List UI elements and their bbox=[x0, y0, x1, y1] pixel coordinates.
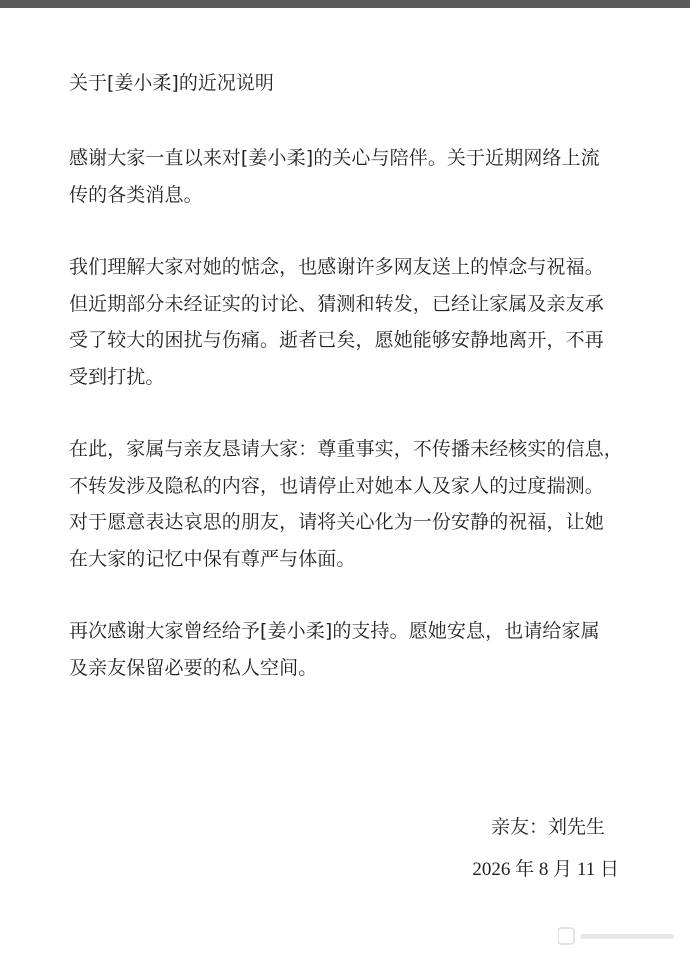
date-month-unit: 月 bbox=[553, 858, 573, 880]
statement-document bbox=[69, 66, 629, 722]
date-year: 2026 bbox=[472, 859, 511, 880]
date-year-unit: 年 bbox=[515, 858, 535, 880]
date-day: 11 bbox=[576, 859, 596, 880]
date-month: 8 bbox=[538, 859, 549, 880]
document-title: 关于[姜小柔]的近况说明 bbox=[69, 72, 274, 94]
paragraph-4: 再次感谢大家曾经给予[姜小柔]的支持。愿她安息，也请给家属 及亲友保留必要的私人空间。 bbox=[69, 620, 600, 679]
signature: 亲友：刘先生 bbox=[490, 816, 605, 838]
date-day-unit: 日 bbox=[599, 858, 619, 880]
top-bar bbox=[0, 0, 690, 8]
paragraph-1: 感谢大家一直以来对[姜小柔]的关心与陪伴。关于近期网络上流 传的各类消息。 bbox=[69, 147, 600, 206]
watermark-icon bbox=[558, 925, 678, 947]
paragraph-3: 在此，家属与亲友恳请大家：尊重事实，不传播未经核实的信息， 不转发涉及隐私的内容，也请停止对她本人及家人的过度揣测。 对于愿意表达哀思的朋友，请将关心化为一份安静的祝福，让她 在大家的记忆中保有尊严与体面。 bbox=[69, 438, 623, 570]
paragraph-2: 我们理解大家对她的惦念，也感谢许多网友送上的悼念与祝福。 但近期部分未经证实的讨论、猜测和转发，已经让家属及亲友承 受了较大的困扰与伤痛。逝者已矣，愿她能够安静地离开，不再 受到打扰。 bbox=[69, 256, 604, 388]
document-date bbox=[472, 852, 619, 887]
